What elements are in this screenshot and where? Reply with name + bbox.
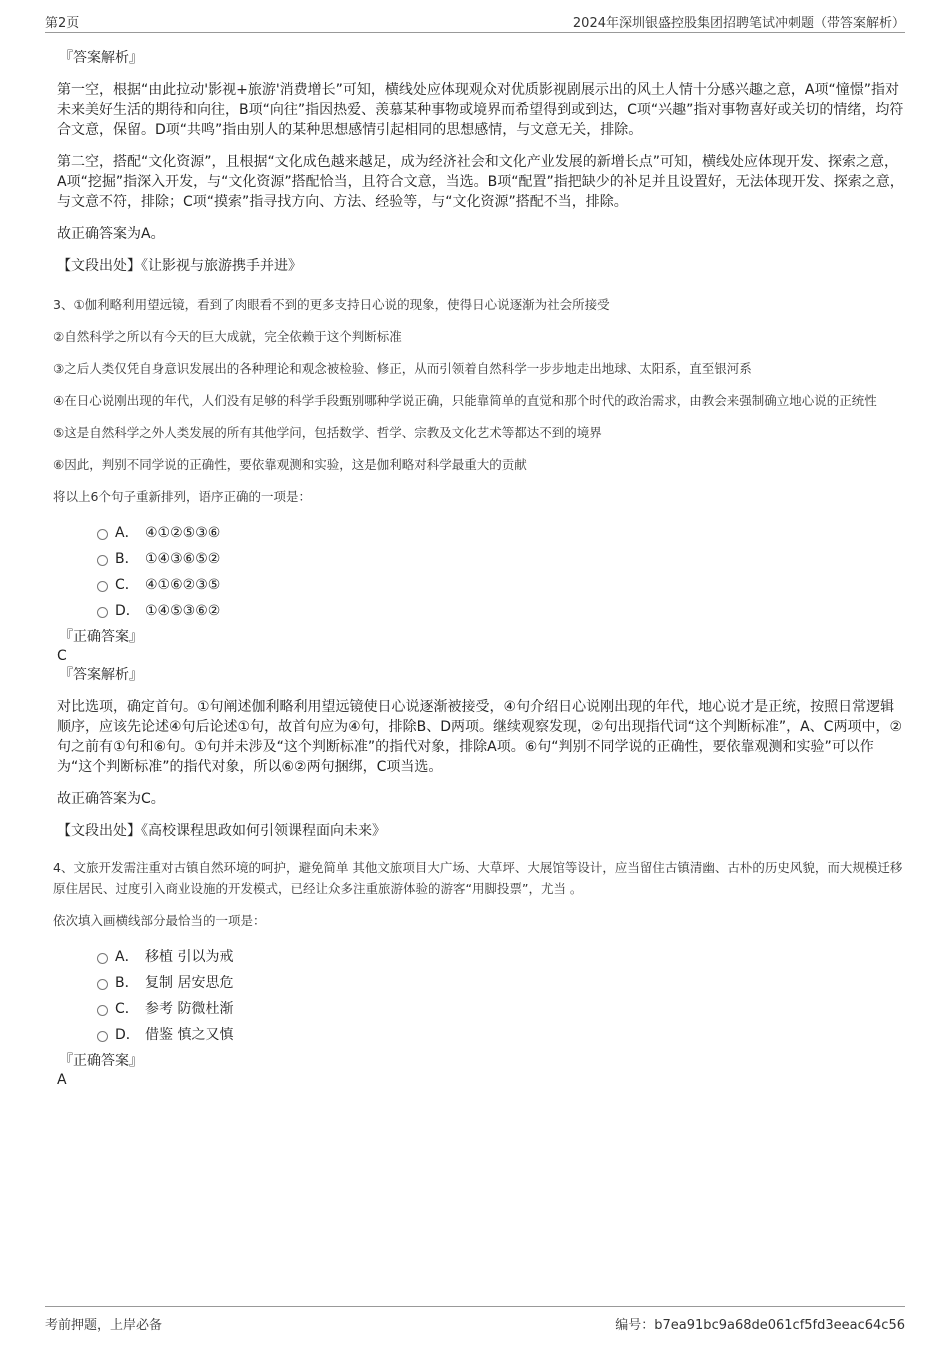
page-footer bbox=[45, 1306, 905, 1333]
q2-conclusion: 故正确答案为A。 bbox=[57, 226, 165, 242]
q3-source: 【文段出处】《高校课程思政如何引领课程面向未来》 bbox=[57, 823, 386, 839]
radio-icon[interactable] bbox=[97, 979, 108, 990]
document-title: 2024年深圳银盛控股集团招聘笔试冲刺题（带答案解析） bbox=[572, 16, 905, 31]
q4-stem: 4、文旅开发需注重对古镇自然环境的呵护，避免简单 其他文旅项目大广场、大草坪、大展馆等设计，应当留住古镇清幽、古朴的历史风貌，而大规模迁移原住居民、过度引入商业设施的开发模式，已经让众多注重旅游体验的游客“用脚投票”，尤当 。 bbox=[53, 860, 903, 896]
q4-option-c[interactable] bbox=[57, 999, 905, 1019]
q2-source: 【文段出处】《让影视与旅游携手并进》 bbox=[57, 258, 302, 274]
radio-icon[interactable] bbox=[97, 529, 108, 540]
option-letter: B． bbox=[115, 975, 139, 991]
q3-option-b[interactable] bbox=[57, 549, 905, 569]
q3-option-a[interactable] bbox=[57, 523, 905, 543]
option-letter: D． bbox=[115, 1027, 140, 1043]
q3-prompt: 将以上6个句子重新排列，语序正确的一项是： bbox=[53, 489, 311, 504]
radio-icon[interactable] bbox=[97, 1005, 108, 1016]
q3-sentence-5: ⑤这是自然科学之外人类发展的所有其他学问，包括数学、哲学、宗教及文化艺术等都达不到的境界 bbox=[53, 425, 602, 440]
q4-correct-answer: A bbox=[57, 1072, 67, 1088]
q4-option-a[interactable] bbox=[57, 947, 905, 967]
q3-sentence-3: ③之后人类仅凭自身意识发展出的各种理论和观念被检验、修正，从而引领着自然科学一步步地走出地球、太阳系，直至银河系 bbox=[53, 361, 752, 376]
footer-slogan: 考前押题，上岸必备 bbox=[45, 1318, 163, 1333]
q3-sentence-1: 3、①伽利略利用望远镜，看到了肉眼看不到的更多支持日心说的现象，使得日心说逐渐为社会所接受 bbox=[53, 297, 610, 312]
option-letter: B． bbox=[115, 551, 139, 567]
q4-option-b[interactable] bbox=[57, 973, 905, 993]
document-code: 编号：b7ea91bc9a68de061cf5fd3eeac64c56 bbox=[615, 1318, 905, 1333]
q2-analysis-para1: 第一空，根据“由此拉动'影视+旅游'消费增长”可知，横线处应体现观众对优质影视剧展示出的风土人情十分感兴趣之意，A项“憧憬”指对未来美好生活的期待和向往，B项“向往”指因热爱、羡慕某种事物或境界而希望得到或到达，C项“兴趣”指对事物喜好或关切的情绪，均符合文意，保留。D项“共鸣”指由别人的某种思想感情引起相同的思想感情，与文意无关，排除。 bbox=[57, 82, 904, 138]
option-text: ①④③⑥⑤② bbox=[145, 551, 221, 567]
radio-icon[interactable] bbox=[97, 581, 108, 592]
q3-option-c[interactable] bbox=[57, 575, 905, 595]
q3-analysis-label: 『答案解析』 bbox=[59, 667, 143, 683]
page-number: 第2页 bbox=[45, 16, 80, 31]
q3-correct-label: 『正确答案』 bbox=[59, 629, 143, 645]
option-text: ④①②⑤③⑥ bbox=[145, 525, 221, 541]
q3-conclusion: 故正确答案为C。 bbox=[57, 791, 165, 807]
option-letter: C． bbox=[115, 577, 139, 593]
radio-icon[interactable] bbox=[97, 607, 108, 618]
q3-correct-answer: C bbox=[57, 648, 67, 664]
option-text: ①④⑤③⑥② bbox=[145, 603, 221, 619]
radio-icon[interactable] bbox=[97, 953, 108, 964]
option-text: 移植 引以为戒 bbox=[145, 949, 234, 965]
option-text: ④①⑥②③⑤ bbox=[145, 577, 221, 593]
option-letter: A． bbox=[115, 525, 139, 541]
q3-sentence-4: ④在日心说刚出现的年代，人们没有足够的科学手段甄别哪种学说正确，只能靠简单的直觉和那个时代的政治需求，由教会来强制确立地心说的正统性 bbox=[53, 393, 877, 408]
q3-analysis: 对比选项，确定首句。①句阐述伽利略利用望远镜使日心说逐渐被接受，④句介绍日心说刚出现的年代，地心说才是正统，按照日常逻辑顺序，应该先论述④句后论述①句，故首句应为④句，排除B、D两项。继续观察发现，②句出现指代词“这个判断标准”，A、C两项中，②句之前有①句和⑥句。①句并未涉及“这个判断标准”的指代对象，排除A项。⑥句“判别不同学说的正确性，要依靠观测和实验”可以作为“这个判断标准”的指代对象，所以⑥②两句捆绑，C项当选。 bbox=[57, 699, 902, 775]
option-text: 借鉴 慎之又慎 bbox=[145, 1027, 234, 1043]
q2-analysis-para2: 第二空，搭配“文化资源”，且根据“文化成色越来越足，成为经济社会和文化产业发展的新增长点”可知，横线处应体现开发、探索之意，A项“挖掘”指深入开发，与“文化资源”搭配恰当，且符合文意，当选。B项“配置”指把缺少的补足并且设置好，无法体现开发、探索之意，与文意不符，排除；C项“摸索”指寻找方向、方法、经验等，与“文化资源”搭配不当，排除。 bbox=[57, 154, 904, 210]
q3-sentence-6: ⑥因此，判别不同学说的正确性，要依靠观测和实验，这是伽利略对科学最重大的贡献 bbox=[53, 457, 527, 472]
q2-analysis-label: 『答案解析』 bbox=[59, 50, 143, 66]
option-letter: C． bbox=[115, 1001, 139, 1017]
q4-correct-label: 『正确答案』 bbox=[59, 1053, 143, 1069]
radio-icon[interactable] bbox=[97, 1031, 108, 1042]
option-letter: A． bbox=[115, 949, 139, 965]
q4-prompt: 依次填入画横线部分最恰当的一项是： bbox=[53, 913, 266, 928]
option-text: 复制 居安思危 bbox=[145, 975, 234, 991]
q3-option-d[interactable] bbox=[57, 601, 905, 621]
radio-icon[interactable] bbox=[97, 555, 108, 566]
q4-option-d[interactable] bbox=[57, 1025, 905, 1045]
page-header bbox=[45, 10, 905, 33]
option-text: 参考 防微杜渐 bbox=[145, 1001, 234, 1017]
page-content bbox=[53, 48, 905, 1089]
option-letter: D． bbox=[115, 603, 140, 619]
q3-sentence-2: ②自然科学之所以有今天的巨大成就，完全依赖于这个判断标准 bbox=[53, 329, 402, 344]
